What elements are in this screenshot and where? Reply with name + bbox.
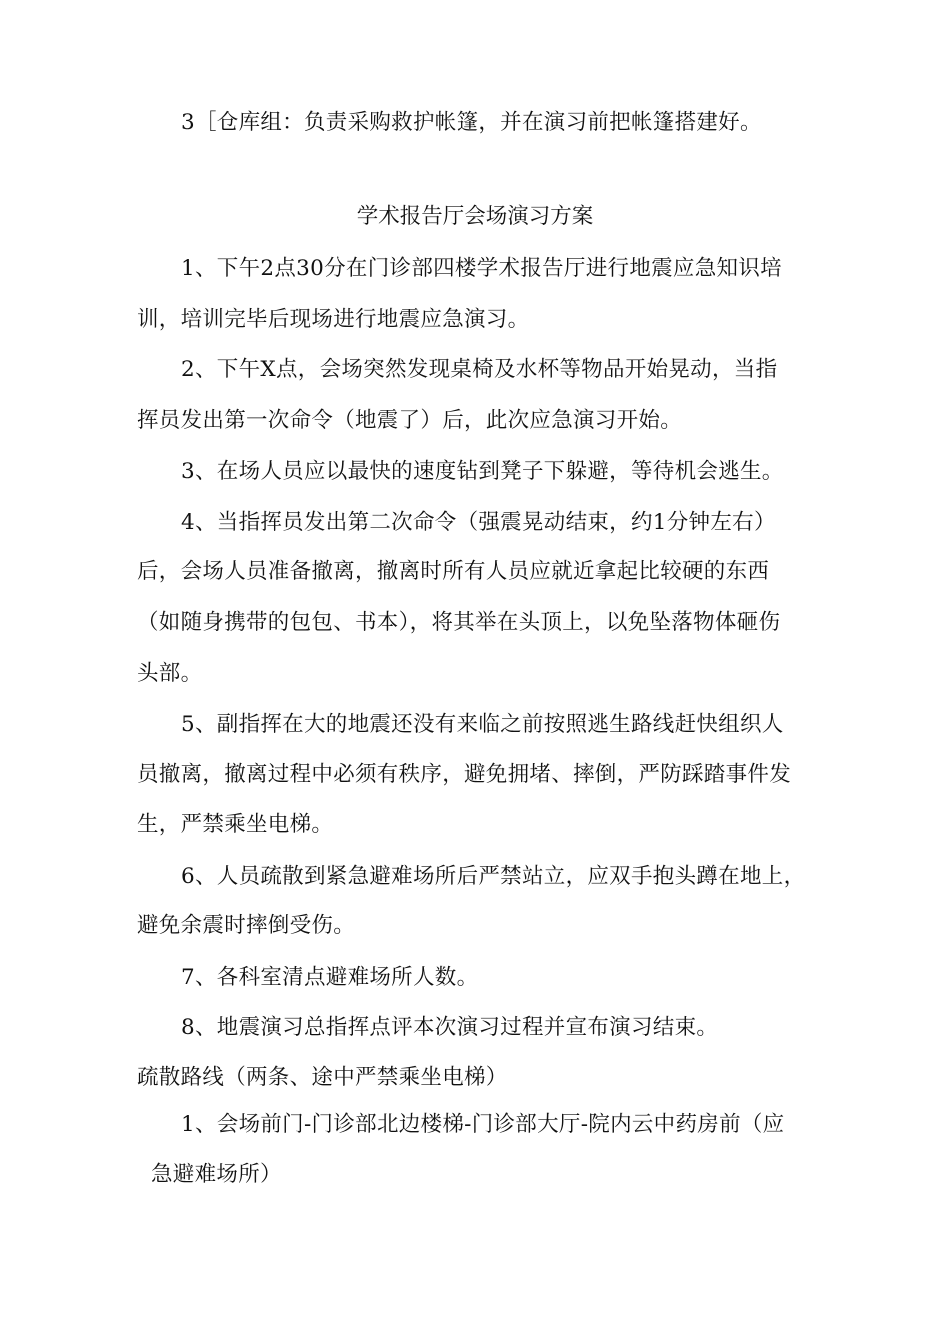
warehouse-group-item: 3［仓库组：负责采购救护帐篷，并在演习前把帐篷搭建好。 (181, 110, 762, 135)
drill-step-7-line-1: 7、各科室清点避难场所人数。 (181, 965, 479, 990)
route-1-line-2: 急避难场所） (151, 1162, 282, 1187)
drill-step-5-line-2: 员撤离，撤离过程中必须有秩序，避免拥堵、摔倒，严防踩踏事件发 (137, 762, 792, 787)
drill-step-1-line-1: 1、下午2点30分在门诊部四楼学术报告厅进行地震应急知识培 (181, 256, 782, 281)
drill-step-5-line-1: 5、副指挥在大的地震还没有来临之前按照逃生路线赶快组织人 (181, 712, 784, 737)
drill-step-4-line-4: 头部。 (137, 661, 203, 686)
drill-step-6-line-2: 避免余震时摔倒受伤。 (137, 913, 356, 938)
drill-step-6-line-1: 6、人员疏散到紧急避难场所后严禁站立，应双手抱头蹲在地上， (181, 864, 806, 889)
route-1-line-1: 1、会场前门-门诊部北边楼梯-门诊部大厅-院内云中药房前（应 (181, 1112, 785, 1137)
drill-step-3-line-1: 3、在场人员应以最快的速度钻到凳子下躲避，等待机会逃生。 (181, 459, 784, 484)
evacuation-route-heading: 疏散路线（两条、途中严禁乘坐电梯） (137, 1065, 508, 1090)
drill-step-4-line-1: 4、当指挥员发出第二次命令（强震晃动结束，约1分钟左右） (181, 510, 776, 535)
drill-step-2-line-2: 挥员发出第一次命令（地震了）后，此次应急演习开始。 (137, 408, 683, 433)
drill-step-5-line-3: 生，严禁乘坐电梯。 (137, 812, 334, 837)
drill-step-4-line-3: （如随身携带的包包、书本），将其举在头顶上，以免坠落物体砸伤 (137, 610, 781, 635)
drill-step-4-line-2: 后，会场人员准备撤离，撤离时所有人员应就近拿起比较硬的东西 (137, 559, 770, 584)
drill-step-1-line-2: 训，培训完毕后现场进行地震应急演习。 (137, 307, 530, 332)
document-title: 学术报告厅会场演习方案 (356, 204, 594, 229)
drill-step-2-line-1: 2、下午X点，会场突然发现桌椅及水杯等物品开始晃动，当指 (181, 357, 778, 382)
drill-step-8-line-1: 8、地震演习总指挥点评本次演习过程并宣布演习结束。 (181, 1015, 719, 1040)
